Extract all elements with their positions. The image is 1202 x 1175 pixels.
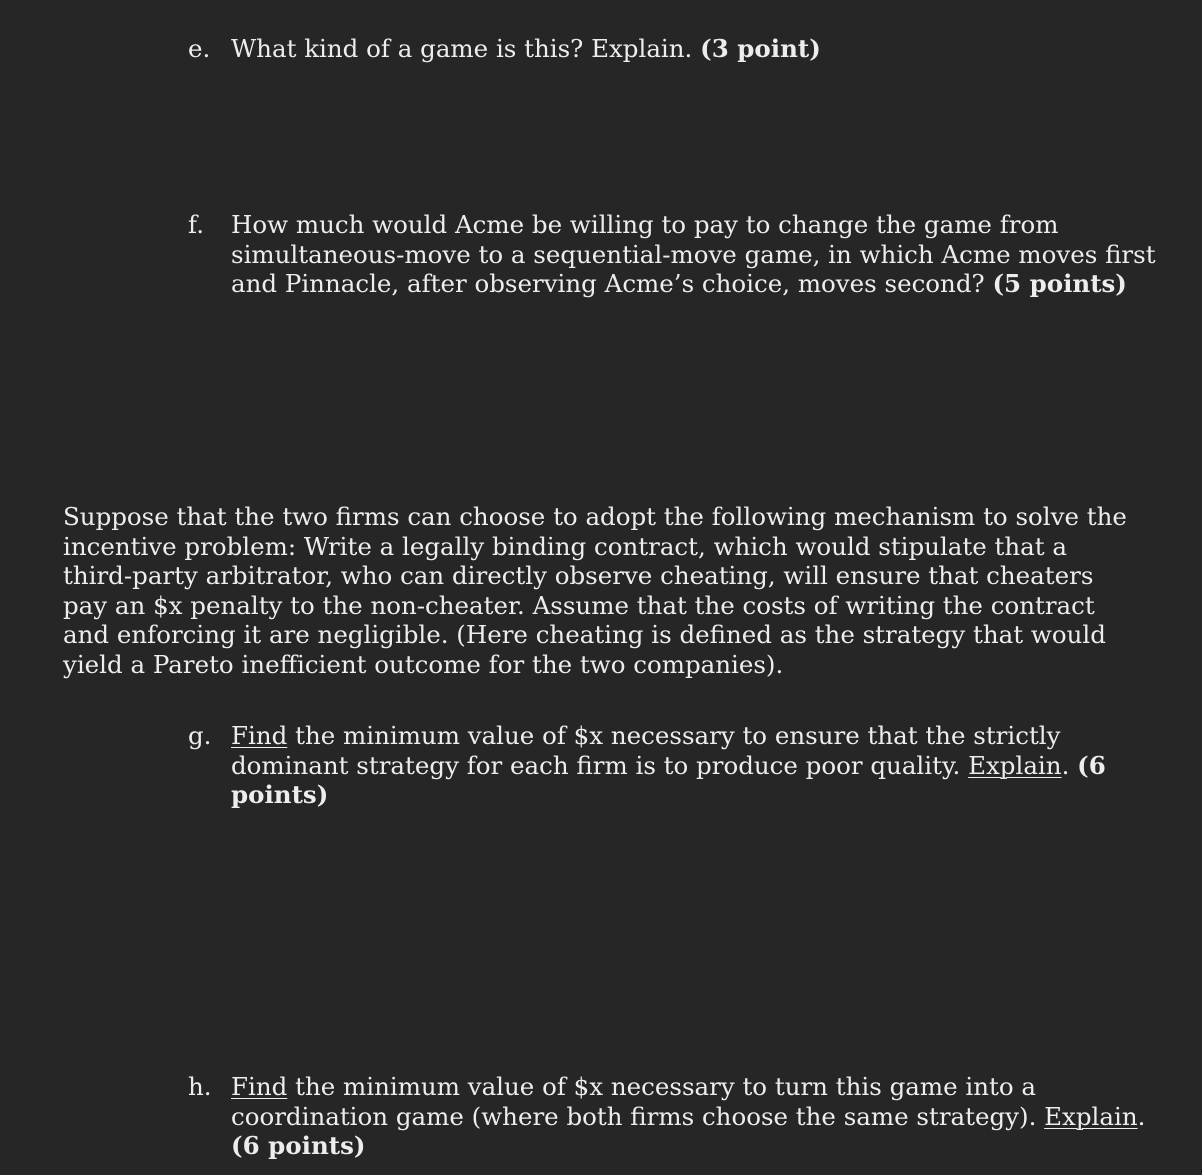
points-label: (6 points) xyxy=(231,750,1106,809)
find-word: Find xyxy=(231,1072,288,1101)
question-text xyxy=(231,1072,1168,1161)
explain-word: Explain xyxy=(1044,1101,1138,1131)
points-label: (5 points) xyxy=(992,269,1127,298)
question-label: f. xyxy=(188,210,204,239)
question-body: the minimum value of $x necessary to ensure that the strictly dominant strategy for each firm is to produce poor quality. xyxy=(231,721,1061,780)
punctuation: . xyxy=(1137,1101,1146,1131)
question-body: the minimum value of $x necessary to turn this game into a coordination game (where both firms choose the same strategy). xyxy=(231,1072,1045,1131)
question-e xyxy=(188,34,1168,64)
punctuation: . xyxy=(1061,750,1078,780)
question-f xyxy=(188,210,1168,299)
mechanism-paragraph: Suppose that the two firms can choose to adopt the following mechanism to solve the incentive problem: Write a legally binding contract, which would stipulate that a third-party arbitrator, who can directly observe cheating, will ensure that cheaters pay an $x penalty to the non-cheater. Assume that the costs of writing the contract and enforcing it are negligible. (Here cheating is defined as the strategy that would yield a Pareto inefficient outcome for the two companies). xyxy=(63,502,1127,679)
question-body: How much would Acme be willing to pay to change the game from simultaneous-move to a sequential-move game, in which Acme moves first and Pinnacle, after observing Acme’s choice, moves second? xyxy=(231,210,1156,298)
question-text xyxy=(231,721,1168,810)
question-text xyxy=(231,34,1168,64)
question-text xyxy=(231,210,1168,299)
find-word: Find xyxy=(231,721,288,750)
question-label: e. xyxy=(188,34,211,63)
question-h xyxy=(188,1072,1168,1161)
points-label: (6 points) xyxy=(231,1131,366,1160)
question-label: h. xyxy=(188,1072,212,1101)
points-label: (3 point) xyxy=(700,34,821,63)
question-g xyxy=(188,721,1168,810)
explain-word: Explain xyxy=(968,750,1062,780)
question-label: g. xyxy=(188,721,212,750)
question-body: What kind of a game is this? Explain. xyxy=(231,34,701,63)
